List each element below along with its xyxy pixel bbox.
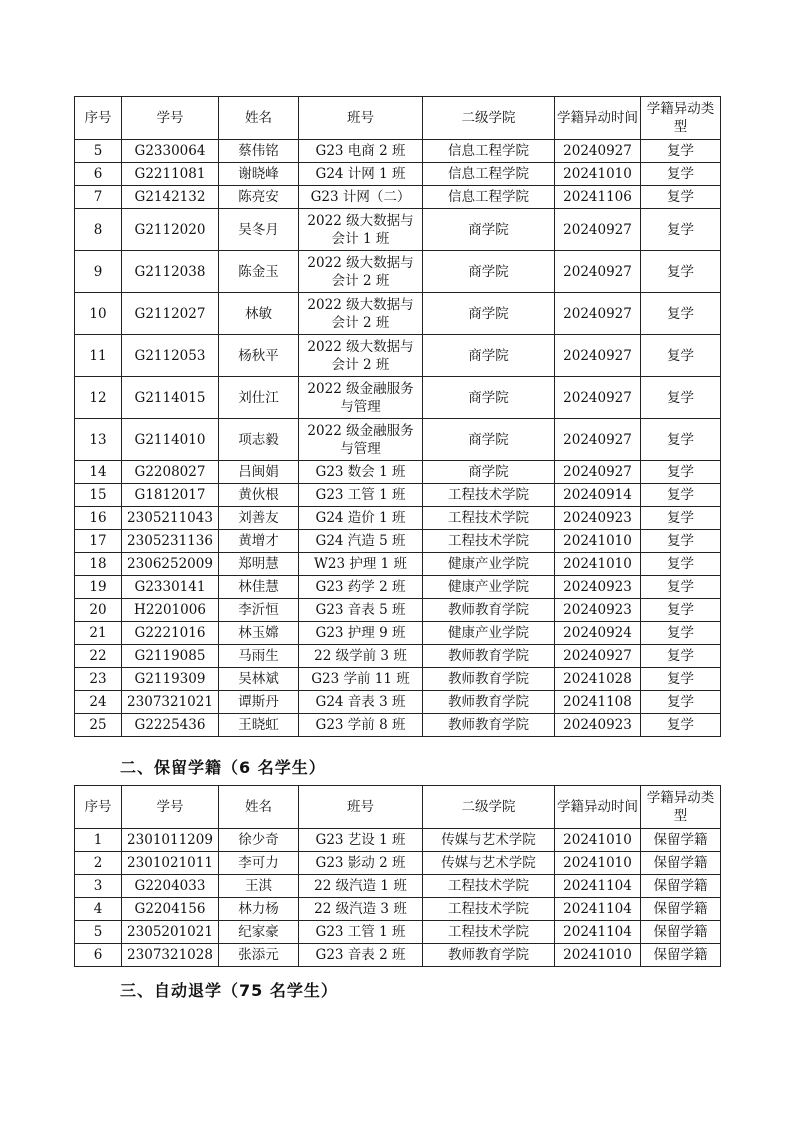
cell-college: 传媒与艺术学院 — [423, 852, 555, 875]
cell-class: G23 学前 8 班 — [299, 714, 423, 737]
cell-seq: 5 — [75, 140, 122, 163]
cell-seq: 14 — [75, 461, 122, 484]
cell-change-type: 保留学籍 — [641, 852, 721, 875]
cell-class: 2022 级大数据与会计 1 班 — [299, 209, 423, 251]
cell-student-id: 2305231136 — [122, 530, 219, 553]
cell-change-type: 复学 — [641, 714, 721, 737]
cell-change-time: 20240927 — [555, 209, 641, 251]
cell-seq: 17 — [75, 530, 122, 553]
cell-college: 商学院 — [423, 419, 555, 461]
cell-seq: 8 — [75, 209, 122, 251]
cell-change-time: 20240927 — [555, 251, 641, 293]
cell-name: 刘仕江 — [219, 377, 299, 419]
cell-college: 教师教育学院 — [423, 668, 555, 691]
cell-student-id: H2201006 — [122, 599, 219, 622]
cell-class: G23 计网（二） — [299, 186, 423, 209]
cell-change-time: 20240923 — [555, 599, 641, 622]
cell-college: 工程技术学院 — [423, 875, 555, 898]
cell-change-type: 复学 — [641, 377, 721, 419]
table-row — [75, 163, 721, 186]
cell-class: 2022 级大数据与会计 2 班 — [299, 293, 423, 335]
cell-seq: 20 — [75, 599, 122, 622]
header-change-time: 学籍异动时间 — [555, 97, 641, 140]
table-row — [75, 293, 721, 335]
cell-change-time: 20241108 — [555, 691, 641, 714]
cell-college: 教师教育学院 — [423, 691, 555, 714]
section-heading-retained: 二、保留学籍（6 名学生） — [120, 758, 326, 777]
table-row — [75, 377, 721, 419]
cell-change-time: 20240927 — [555, 335, 641, 377]
cell-change-type: 复学 — [641, 668, 721, 691]
cell-change-type: 复学 — [641, 419, 721, 461]
cell-student-id: 2305211043 — [122, 507, 219, 530]
cell-change-type: 复学 — [641, 251, 721, 293]
table-row — [75, 622, 721, 645]
cell-student-id: G1812017 — [122, 484, 219, 507]
header-college: 二级学院 — [423, 786, 555, 829]
cell-class: G23 工管 1 班 — [299, 921, 423, 944]
header-name: 姓名 — [219, 97, 299, 140]
cell-change-time: 20241010 — [555, 852, 641, 875]
cell-name: 谢晓峰 — [219, 163, 299, 186]
cell-college: 健康产业学院 — [423, 576, 555, 599]
cell-college: 健康产业学院 — [423, 553, 555, 576]
cell-class: 22 级汽造 3 班 — [299, 898, 423, 921]
header-seq: 序号 — [75, 97, 122, 140]
table-row — [75, 898, 721, 921]
header-seq: 序号 — [75, 786, 122, 829]
cell-class: G23 护理 9 班 — [299, 622, 423, 645]
table-row — [75, 335, 721, 377]
header-college: 二级学院 — [423, 97, 555, 140]
table-row — [75, 921, 721, 944]
table-header-row — [75, 97, 721, 140]
table-row — [75, 530, 721, 553]
table-row — [75, 140, 721, 163]
cell-seq: 6 — [75, 944, 122, 967]
cell-seq: 23 — [75, 668, 122, 691]
cell-student-id: G2225436 — [122, 714, 219, 737]
cell-name: 蔡伟铭 — [219, 140, 299, 163]
cell-student-id: 2301011209 — [122, 829, 219, 852]
cell-student-id: G2142132 — [122, 186, 219, 209]
header-change-type: 学籍异动类型 — [641, 786, 721, 829]
cell-class: G23 音表 2 班 — [299, 944, 423, 967]
cell-seq: 22 — [75, 645, 122, 668]
cell-student-id: G2114015 — [122, 377, 219, 419]
cell-change-time: 20241010 — [555, 163, 641, 186]
cell-change-time: 20241104 — [555, 898, 641, 921]
cell-change-type: 保留学籍 — [641, 829, 721, 852]
cell-student-id: G2221016 — [122, 622, 219, 645]
cell-name: 郑明慧 — [219, 553, 299, 576]
cell-college: 工程技术学院 — [423, 484, 555, 507]
cell-college: 商学院 — [423, 293, 555, 335]
cell-class: 2022 级大数据与会计 2 班 — [299, 335, 423, 377]
cell-student-id: G2211081 — [122, 163, 219, 186]
cell-class: G24 汽造 5 班 — [299, 530, 423, 553]
cell-college: 商学院 — [423, 335, 555, 377]
cell-change-type: 复学 — [641, 209, 721, 251]
cell-college: 健康产业学院 — [423, 622, 555, 645]
cell-class: 2022 级大数据与会计 2 班 — [299, 251, 423, 293]
table-row — [75, 645, 721, 668]
header-student-id: 学号 — [122, 786, 219, 829]
table-header-row — [75, 786, 721, 829]
cell-seq: 2 — [75, 852, 122, 875]
cell-college: 工程技术学院 — [423, 921, 555, 944]
cell-college: 信息工程学院 — [423, 140, 555, 163]
cell-name: 林佳慧 — [219, 576, 299, 599]
cell-class: 2022 级金融服务与管理 — [299, 377, 423, 419]
cell-seq: 13 — [75, 419, 122, 461]
cell-class: G23 音表 5 班 — [299, 599, 423, 622]
retained-status-table — [74, 785, 721, 967]
cell-seq: 9 — [75, 251, 122, 293]
cell-change-time: 20240927 — [555, 293, 641, 335]
cell-change-type: 复学 — [641, 484, 721, 507]
cell-name: 黄伙根 — [219, 484, 299, 507]
table-row — [75, 186, 721, 209]
section-heading-withdrawal: 三、自动退学（75 名学生） — [120, 981, 338, 1000]
cell-college: 工程技术学院 — [423, 530, 555, 553]
cell-name: 吴冬月 — [219, 209, 299, 251]
table-row — [75, 461, 721, 484]
header-change-time: 学籍异动时间 — [555, 786, 641, 829]
cell-seq: 19 — [75, 576, 122, 599]
cell-change-type: 复学 — [641, 553, 721, 576]
table-row — [75, 209, 721, 251]
cell-class: G23 艺设 1 班 — [299, 829, 423, 852]
cell-class: 2022 级金融服务与管理 — [299, 419, 423, 461]
cell-name: 纪家豪 — [219, 921, 299, 944]
cell-change-type: 复学 — [641, 293, 721, 335]
header-change-type: 学籍异动类型 — [641, 97, 721, 140]
cell-student-id: G2114010 — [122, 419, 219, 461]
cell-class: W23 护理 1 班 — [299, 553, 423, 576]
cell-college: 教师教育学院 — [423, 714, 555, 737]
cell-name: 陈金玉 — [219, 251, 299, 293]
cell-change-time: 20241104 — [555, 921, 641, 944]
cell-seq: 18 — [75, 553, 122, 576]
cell-name: 陈亮安 — [219, 186, 299, 209]
cell-student-id: G2330064 — [122, 140, 219, 163]
cell-change-time: 20241010 — [555, 944, 641, 967]
cell-seq: 5 — [75, 921, 122, 944]
cell-college: 商学院 — [423, 251, 555, 293]
table-row — [75, 576, 721, 599]
cell-class: G23 工管 1 班 — [299, 484, 423, 507]
cell-class: G24 造价 1 班 — [299, 507, 423, 530]
cell-seq: 16 — [75, 507, 122, 530]
cell-student-id: G2112038 — [122, 251, 219, 293]
cell-name: 杨秋平 — [219, 335, 299, 377]
cell-college: 商学院 — [423, 461, 555, 484]
cell-college: 传媒与艺术学院 — [423, 829, 555, 852]
cell-name: 徐少奇 — [219, 829, 299, 852]
cell-name: 项志毅 — [219, 419, 299, 461]
cell-student-id: 2301021011 — [122, 852, 219, 875]
cell-name: 刘善友 — [219, 507, 299, 530]
cell-seq: 15 — [75, 484, 122, 507]
cell-change-type: 复学 — [641, 576, 721, 599]
table-row — [75, 691, 721, 714]
header-class: 班号 — [299, 97, 423, 140]
header-student-id: 学号 — [122, 97, 219, 140]
cell-college: 教师教育学院 — [423, 645, 555, 668]
cell-seq: 3 — [75, 875, 122, 898]
cell-seq: 10 — [75, 293, 122, 335]
cell-change-type: 复学 — [641, 530, 721, 553]
table-row — [75, 251, 721, 293]
table-row — [75, 852, 721, 875]
table-row — [75, 668, 721, 691]
header-class: 班号 — [299, 786, 423, 829]
cell-seq: 4 — [75, 898, 122, 921]
cell-seq: 12 — [75, 377, 122, 419]
cell-name: 王晓虹 — [219, 714, 299, 737]
cell-seq: 25 — [75, 714, 122, 737]
cell-class: 22 级学前 3 班 — [299, 645, 423, 668]
cell-class: G23 药学 2 班 — [299, 576, 423, 599]
table-row — [75, 599, 721, 622]
cell-change-type: 复学 — [641, 186, 721, 209]
cell-student-id: 2307321021 — [122, 691, 219, 714]
cell-college: 商学院 — [423, 377, 555, 419]
cell-class: G24 计网 1 班 — [299, 163, 423, 186]
cell-change-type: 复学 — [641, 622, 721, 645]
cell-name: 吕闽娟 — [219, 461, 299, 484]
cell-change-type: 复学 — [641, 507, 721, 530]
cell-change-time: 20240923 — [555, 507, 641, 530]
table-row — [75, 419, 721, 461]
cell-change-type: 保留学籍 — [641, 944, 721, 967]
cell-college: 商学院 — [423, 209, 555, 251]
cell-change-type: 保留学籍 — [641, 921, 721, 944]
table-row — [75, 553, 721, 576]
cell-college: 工程技术学院 — [423, 507, 555, 530]
cell-student-id: G2204156 — [122, 898, 219, 921]
cell-college: 教师教育学院 — [423, 599, 555, 622]
cell-class: 22 级汽造 1 班 — [299, 875, 423, 898]
cell-change-time: 20241010 — [555, 530, 641, 553]
cell-student-id: G2208027 — [122, 461, 219, 484]
cell-student-id: 2305201021 — [122, 921, 219, 944]
cell-student-id: G2112053 — [122, 335, 219, 377]
cell-class: G23 电商 2 班 — [299, 140, 423, 163]
cell-college: 信息工程学院 — [423, 163, 555, 186]
table-row — [75, 944, 721, 967]
cell-change-time: 20240914 — [555, 484, 641, 507]
cell-change-type: 复学 — [641, 335, 721, 377]
cell-change-time: 20241106 — [555, 186, 641, 209]
cell-change-time: 20240927 — [555, 377, 641, 419]
cell-change-time: 20241010 — [555, 829, 641, 852]
table-row — [75, 829, 721, 852]
cell-student-id: 2307321028 — [122, 944, 219, 967]
cell-seq: 24 — [75, 691, 122, 714]
cell-class: G23 学前 11 班 — [299, 668, 423, 691]
cell-change-time: 20240927 — [555, 419, 641, 461]
cell-class: G24 音表 3 班 — [299, 691, 423, 714]
cell-student-id: G2112027 — [122, 293, 219, 335]
cell-change-time: 20240927 — [555, 140, 641, 163]
cell-change-type: 复学 — [641, 691, 721, 714]
cell-class: G23 影动 2 班 — [299, 852, 423, 875]
cell-name: 李可力 — [219, 852, 299, 875]
cell-name: 黄增才 — [219, 530, 299, 553]
cell-name: 谭斯丹 — [219, 691, 299, 714]
table-row — [75, 714, 721, 737]
cell-change-type: 复学 — [641, 599, 721, 622]
cell-student-id: G2119309 — [122, 668, 219, 691]
header-name: 姓名 — [219, 786, 299, 829]
cell-name: 林敏 — [219, 293, 299, 335]
cell-name: 吴林斌 — [219, 668, 299, 691]
cell-change-time: 20240927 — [555, 645, 641, 668]
cell-student-id: G2204033 — [122, 875, 219, 898]
cell-name: 李沂恒 — [219, 599, 299, 622]
cell-change-type: 复学 — [641, 461, 721, 484]
cell-seq: 21 — [75, 622, 122, 645]
cell-college: 信息工程学院 — [423, 186, 555, 209]
cell-seq: 7 — [75, 186, 122, 209]
cell-student-id: G2119085 — [122, 645, 219, 668]
cell-change-time: 20241010 — [555, 553, 641, 576]
cell-name: 张添元 — [219, 944, 299, 967]
cell-seq: 11 — [75, 335, 122, 377]
cell-change-time: 20241104 — [555, 875, 641, 898]
cell-change-time: 20241028 — [555, 668, 641, 691]
cell-name: 林力杨 — [219, 898, 299, 921]
reinstatement-table — [74, 96, 721, 737]
cell-change-type: 复学 — [641, 140, 721, 163]
table-row — [75, 484, 721, 507]
cell-name: 林玉嫦 — [219, 622, 299, 645]
cell-student-id: G2330141 — [122, 576, 219, 599]
cell-change-type: 复学 — [641, 163, 721, 186]
cell-change-time: 20240924 — [555, 622, 641, 645]
cell-change-time: 20240923 — [555, 714, 641, 737]
cell-change-type: 保留学籍 — [641, 898, 721, 921]
cell-seq: 1 — [75, 829, 122, 852]
table-row — [75, 875, 721, 898]
cell-name: 王淇 — [219, 875, 299, 898]
cell-seq: 6 — [75, 163, 122, 186]
cell-student-id: G2112020 — [122, 209, 219, 251]
cell-class: G23 数会 1 班 — [299, 461, 423, 484]
cell-change-type: 保留学籍 — [641, 875, 721, 898]
cell-change-time: 20240927 — [555, 461, 641, 484]
cell-name: 马雨生 — [219, 645, 299, 668]
cell-college: 教师教育学院 — [423, 944, 555, 967]
cell-student-id: 2306252009 — [122, 553, 219, 576]
cell-change-time: 20240923 — [555, 576, 641, 599]
cell-change-type: 复学 — [641, 645, 721, 668]
table-row — [75, 507, 721, 530]
cell-college: 工程技术学院 — [423, 898, 555, 921]
